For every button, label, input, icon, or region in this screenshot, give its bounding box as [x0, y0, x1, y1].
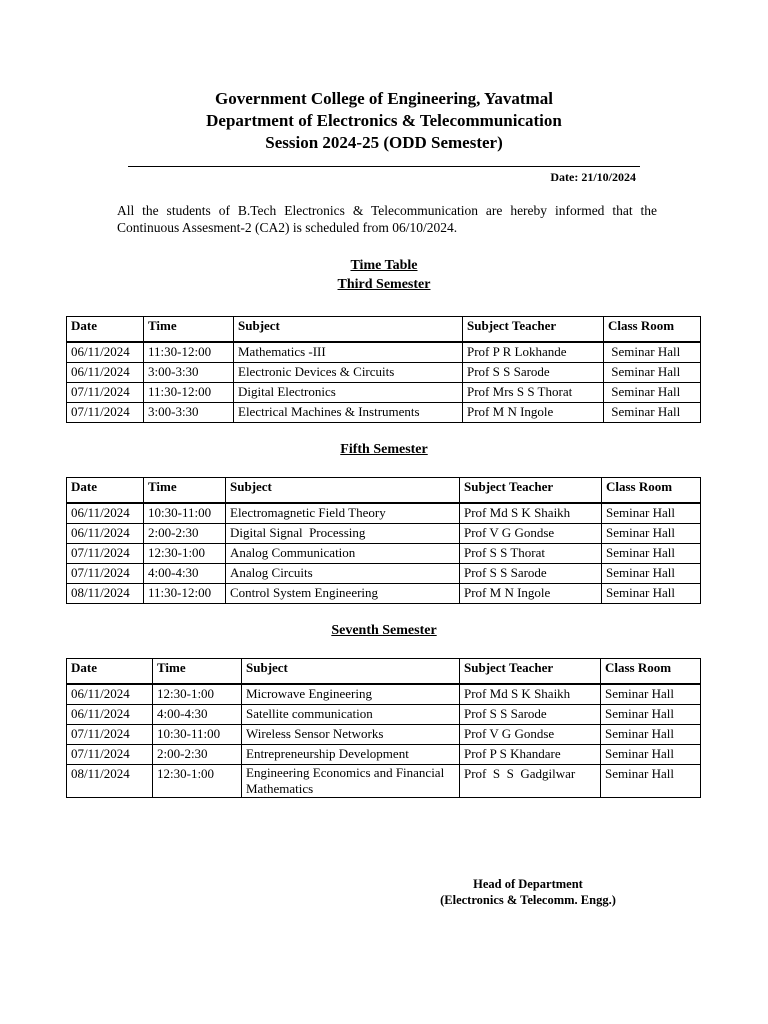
- cell-teacher: Prof P S Khandare: [460, 745, 601, 765]
- table-header-row: [67, 478, 701, 504]
- table-row: [67, 342, 701, 363]
- cell-teacher: Prof S S Gadgilwar: [460, 765, 601, 798]
- cell-room: Seminar Hall: [601, 725, 701, 745]
- cell-teacher: Prof V G Gondse: [460, 524, 602, 544]
- cell-time: 11:30-12:00: [144, 383, 234, 403]
- cell-teacher: Prof S S Sarode: [463, 363, 604, 383]
- col-teacher: Subject Teacher: [460, 659, 601, 685]
- table-header-row: [67, 317, 701, 343]
- cell-subject: Wireless Sensor Networks: [242, 725, 460, 745]
- cell-time: 4:00-4:30: [144, 564, 226, 584]
- cell-teacher: Prof M N Ingole: [460, 584, 602, 604]
- cell-date: 06/11/2024: [67, 684, 153, 705]
- col-room: Class Room: [602, 478, 701, 504]
- cell-room: Seminar Hall: [604, 363, 701, 383]
- col-time: Time: [144, 317, 234, 343]
- cell-date: 07/11/2024: [67, 544, 144, 564]
- section-heading-seventh: [0, 621, 768, 640]
- section-title-third: Third Semester: [337, 277, 431, 292]
- cell-date: 06/11/2024: [67, 342, 144, 363]
- table-row: [67, 584, 701, 604]
- col-subject: Subject: [242, 659, 460, 685]
- cell-date: 07/11/2024: [67, 403, 144, 423]
- cell-teacher: Prof Md S K Shaikh: [460, 503, 602, 524]
- cell-subject: Satellite communication: [242, 705, 460, 725]
- col-date: Date: [67, 478, 144, 504]
- cell-time: 11:30-12:00: [144, 584, 226, 604]
- cell-room: Seminar Hall: [602, 503, 701, 524]
- cell-room: Seminar Hall: [601, 745, 701, 765]
- cell-teacher: Prof S S Sarode: [460, 705, 601, 725]
- cell-time: 2:00-2:30: [153, 745, 242, 765]
- cell-date: 06/11/2024: [67, 503, 144, 524]
- cell-room: Seminar Hall: [602, 524, 701, 544]
- col-time: Time: [144, 478, 226, 504]
- table-row: [67, 765, 701, 798]
- cell-room: Seminar Hall: [604, 383, 701, 403]
- section-heading-fifth: [0, 440, 768, 459]
- cell-time: 12:30-1:00: [153, 684, 242, 705]
- col-teacher: Subject Teacher: [463, 317, 604, 343]
- cell-room: Seminar Hall: [604, 403, 701, 423]
- cell-date: 06/11/2024: [67, 705, 153, 725]
- table-row: [67, 564, 701, 584]
- cell-teacher: Prof Md S K Shaikh: [460, 684, 601, 705]
- cell-time: 12:30-1:00: [153, 765, 242, 798]
- table-row: [67, 363, 701, 383]
- table-row: [67, 684, 701, 705]
- col-subject: Subject: [226, 478, 460, 504]
- table-row: [67, 725, 701, 745]
- header-divider: [128, 166, 640, 167]
- notice-date: Date: 21/10/2024: [550, 170, 636, 184]
- col-room: Class Room: [601, 659, 701, 685]
- cell-date: 07/11/2024: [67, 725, 153, 745]
- col-time: Time: [153, 659, 242, 685]
- cell-subject: Analog Circuits: [226, 564, 460, 584]
- table-row: [67, 383, 701, 403]
- cell-subject: Digital Electronics: [234, 383, 463, 403]
- department-name: Department of Electronics & Telecommunication: [206, 111, 562, 130]
- cell-time: 3:00-3:30: [144, 363, 234, 383]
- cell-date: 06/11/2024: [67, 363, 144, 383]
- timetable-third-semester: [66, 316, 701, 423]
- cell-subject: Electrical Machines & Instruments: [234, 403, 463, 423]
- cell-teacher: Prof S S Thorat: [460, 544, 602, 564]
- table-row: [67, 503, 701, 524]
- cell-teacher: Prof P R Lokhande: [463, 342, 604, 363]
- table-row: [67, 544, 701, 564]
- timetable-fifth-semester: [66, 477, 701, 604]
- cell-time: 3:00-3:30: [144, 403, 234, 423]
- col-teacher: Subject Teacher: [460, 478, 602, 504]
- college-name: Government College of Engineering, Yavatmal: [215, 89, 553, 108]
- cell-date: 06/11/2024: [67, 524, 144, 544]
- cell-time: 10:30-11:00: [144, 503, 226, 524]
- cell-room: Seminar Hall: [602, 584, 701, 604]
- cell-teacher: Prof V G Gondse: [460, 725, 601, 745]
- cell-date: 07/11/2024: [67, 564, 144, 584]
- cell-teacher: Prof Mrs S S Thorat: [463, 383, 604, 403]
- cell-room: Seminar Hall: [602, 544, 701, 564]
- cell-date: 08/11/2024: [67, 584, 144, 604]
- cell-subject: Entrepreneurship Development: [242, 745, 460, 765]
- cell-subject: Control System Engineering: [226, 584, 460, 604]
- signature-title: Head of Department: [473, 877, 583, 891]
- time-table-heading: [0, 256, 768, 294]
- cell-room: Seminar Hall: [602, 564, 701, 584]
- cell-subject: Electromagnetic Field Theory: [226, 503, 460, 524]
- cell-room: Seminar Hall: [604, 342, 701, 363]
- section-title-fifth: Fifth Semester: [340, 442, 428, 457]
- session-title: Session 2024-25 (ODD Semester): [265, 133, 503, 152]
- cell-date: 07/11/2024: [67, 383, 144, 403]
- cell-time: 12:30-1:00: [144, 544, 226, 564]
- cell-subject: Engineering Economics and Financial Mathematics: [242, 765, 460, 798]
- cell-subject: Analog Communication: [226, 544, 460, 564]
- col-date: Date: [67, 659, 153, 685]
- section-title-seventh: Seventh Semester: [331, 623, 437, 638]
- cell-teacher: Prof S S Sarode: [460, 564, 602, 584]
- time-table-title: Time Table: [350, 258, 418, 273]
- notice-text: All the students of B.Tech Electronics & Telecommunication are hereby informed that the Continuous Assesment-2 (CA2) is scheduled from 06/10/2024.: [117, 203, 657, 235]
- cell-room: Seminar Hall: [601, 705, 701, 725]
- signature-block: [398, 876, 658, 908]
- cell-time: 2:00-2:30: [144, 524, 226, 544]
- cell-time: 4:00-4:30: [153, 705, 242, 725]
- cell-subject: Electronic Devices & Circuits: [234, 363, 463, 383]
- cell-room: Seminar Hall: [601, 684, 701, 705]
- cell-room: Seminar Hall: [601, 765, 701, 798]
- cell-time: 11:30-12:00: [144, 342, 234, 363]
- cell-time: 10:30-11:00: [153, 725, 242, 745]
- cell-date: 08/11/2024: [67, 765, 153, 798]
- cell-teacher: Prof M N Ingole: [463, 403, 604, 423]
- col-subject: Subject: [234, 317, 463, 343]
- col-date: Date: [67, 317, 144, 343]
- signature-department: (Electronics & Telecomm. Engg.): [440, 893, 616, 907]
- document-header: [0, 88, 768, 154]
- cell-date: 07/11/2024: [67, 745, 153, 765]
- cell-subject: Digital Signal Processing: [226, 524, 460, 544]
- col-room: Class Room: [604, 317, 701, 343]
- table-row: [67, 403, 701, 423]
- table-header-row: [67, 659, 701, 685]
- table-row: [67, 745, 701, 765]
- table-row: [67, 705, 701, 725]
- table-row: [67, 524, 701, 544]
- timetable-seventh-semester: [66, 658, 701, 798]
- cell-subject: Microwave Engineering: [242, 684, 460, 705]
- cell-subject: Mathematics -III: [234, 342, 463, 363]
